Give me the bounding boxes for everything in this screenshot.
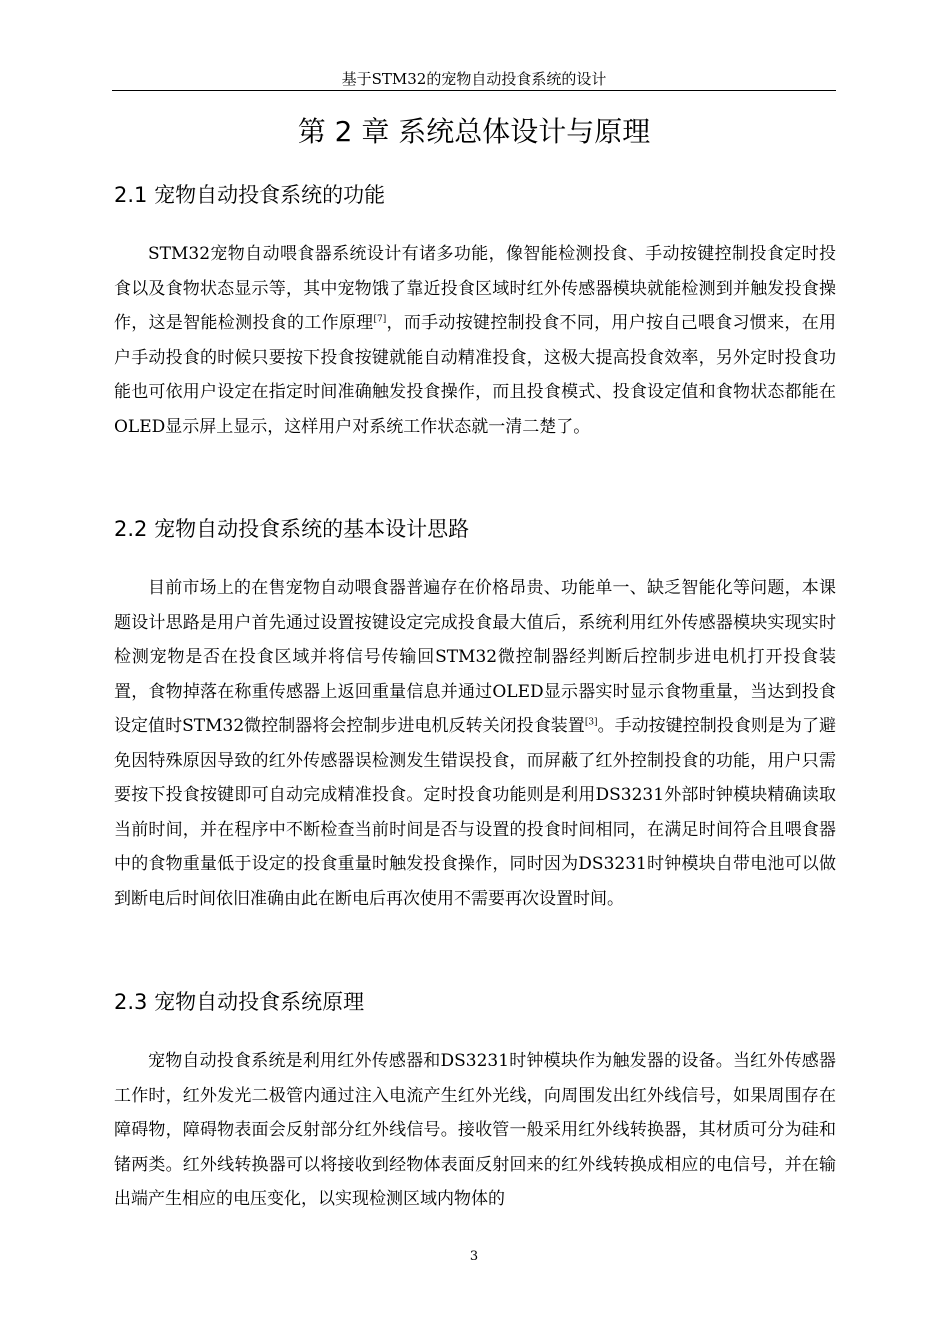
header-rule <box>112 90 836 91</box>
section-heading-2-1: 2.1 宠物自动投食系统的功能 <box>114 183 386 207</box>
running-header: 基于STM32的宠物自动投食系统的设计 <box>341 70 607 88</box>
section-2-1-paragraph <box>114 237 836 444</box>
chapter-title: 第 2 章 系统总体设计与原理 <box>297 115 651 148</box>
paragraph-text: 宠物自动投食系统是利用红外传感器和DS3231时钟模块作为触发器的设备。当红外传感器工作时，红外发光二极管内通过注入电流产生红外光线，向周围发出红外线信号，如果周围存在障碍物，障碍物表面会反射部分红外线信号。接收管一般采用红外线转换器，其材质可分为硅和锗两类。红外线转换器可以将接收到经物体表面反射回来的红外线转换成相应的电信号，并在输出端产生相应的电压变化，以实现检测区域内物体的 <box>114 1051 836 1209</box>
section-heading-2-3: 2.3 宠物自动投食系统原理 <box>114 990 365 1014</box>
paragraph-text: 。手动按键控制投食则是为了避免因特殊原因导致的红外传感器误检测发生错误投食，而屏蔽了红外控制投食的功能，用户只需要按下投食按键即可自动完成精准投食。定时投食功能则是利用DS3231外部时钟模块精确读取当前时间，并在程序中不断检查当前时间是否与设置的投食时间相同，在满足时间符合且喂食器中的食物重量低于设定的投食重量时触发投食操作，同时因为DS3231时钟模块自带电池可以做到断电后时间依旧准确由此在断电后再次使用不需要再次设置时间。 <box>114 716 836 909</box>
citation-ref: [3] <box>584 717 598 728</box>
citation-ref: [7] <box>373 314 387 325</box>
page-number: 3 <box>469 1249 479 1264</box>
paragraph-text: STM32宠物自动喂食器系统设计有诸多功能，像智能检测投食、手动按键控制投食定时投食以及食物状态显示等，其中宠物饿了靠近投食区域时红外传感器模块就能检测到并触发投食操作，这是智能检测投食的工作原理 <box>114 244 836 333</box>
section-2-2-paragraph <box>114 571 836 916</box>
section-heading-2-2: 2.2 宠物自动投食系统的基本设计思路 <box>114 517 470 541</box>
paragraph-text: 目前市场上的在售宠物自动喂食器普遍存在价格昂贵、功能单一、缺乏智能化等问题，本课题设计思路是用户首先通过设置按键设定完成投食最大值后，系统利用红外传感器模块实现实时检测宠物是否在投食区域并将信号传输回STM32微控制器经判断后控制步进电机打开投食装置，食物掉落在称重传感器上返回重量信息并通过OLED显示器实时显示食物重量，当达到投食设定值时STM32微控制器将会控制步进电机反转关闭投食装置 <box>114 578 836 736</box>
paragraph-text: ，而手动按键控制投食不同，用户按自己喂食习惯来，在用户手动投食的时候只要按下投食按键就能自动精准投食，这极大提高投食效率，另外定时投食功能也可依用户设定在指定时间准确触发投食操作，而且投食模式、投食设定值和食物状态都能在OLED显示屏上显示，这样用户对系统工作状态就一清二楚了。 <box>114 313 837 437</box>
section-2-3-paragraph <box>114 1044 836 1217</box>
